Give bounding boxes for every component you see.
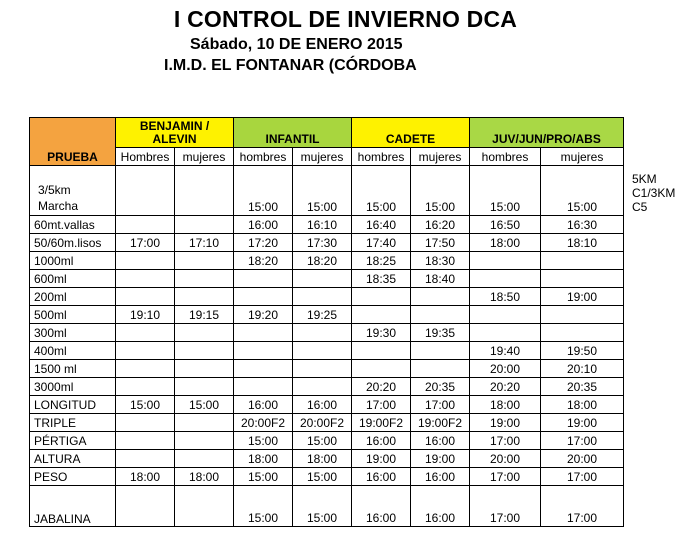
time-cell: 19:00 bbox=[541, 414, 624, 432]
event-name: ALTURA bbox=[30, 450, 116, 468]
event-name: TRIPLE bbox=[30, 414, 116, 432]
time-cell: 17:00 bbox=[352, 396, 411, 414]
time-cell bbox=[234, 270, 293, 288]
time-cell: 17:30 bbox=[293, 234, 352, 252]
group-cadete: CADETE bbox=[352, 118, 470, 148]
time-cell bbox=[116, 288, 175, 306]
time-cell bbox=[234, 342, 293, 360]
event-name: 300ml bbox=[30, 324, 116, 342]
time-cell: 15:00 bbox=[411, 166, 470, 216]
time-cell: 16:30 bbox=[541, 216, 624, 234]
time-cell: 15:00 bbox=[470, 166, 541, 216]
schedule-row bbox=[30, 252, 624, 270]
time-cell: 18:00 bbox=[175, 468, 234, 486]
time-cell: 19:15 bbox=[175, 306, 234, 324]
group-benjamin-alevin: BENJAMIN / ALEVIN bbox=[116, 118, 234, 148]
time-cell: 15:00 bbox=[234, 432, 293, 450]
event-name: JABALINA bbox=[30, 486, 116, 527]
event-name: 400ml bbox=[30, 342, 116, 360]
time-cell: 19:00F2 bbox=[352, 414, 411, 432]
group-juv-jun-pro-abs: JUV/JUN/PRO/ABS bbox=[470, 118, 624, 148]
time-cell bbox=[293, 360, 352, 378]
time-cell: 15:00 bbox=[175, 396, 234, 414]
time-cell: 20:35 bbox=[541, 378, 624, 396]
event-name-line: Marcha bbox=[38, 199, 79, 213]
schedule-row bbox=[30, 288, 624, 306]
time-cell: 19:50 bbox=[541, 342, 624, 360]
event-date: Sábado, 10 DE ENERO 2015 bbox=[190, 36, 403, 53]
time-cell bbox=[116, 450, 175, 468]
event-name: 500ml bbox=[30, 306, 116, 324]
prueba-header: PRUEBA bbox=[30, 118, 116, 166]
side-note-line: 5KM bbox=[632, 172, 657, 186]
time-cell: 16:00 bbox=[411, 486, 470, 527]
time-cell bbox=[470, 270, 541, 288]
side-note-line: C5 bbox=[632, 200, 648, 214]
time-cell: 17:00 bbox=[411, 396, 470, 414]
group-header-row bbox=[30, 118, 624, 148]
schedule-row bbox=[30, 468, 624, 486]
time-cell: 15:00 bbox=[293, 486, 352, 527]
time-cell bbox=[175, 432, 234, 450]
time-cell bbox=[352, 360, 411, 378]
time-cell bbox=[175, 486, 234, 527]
event-name: PÉRTIGA bbox=[30, 432, 116, 450]
time-cell: 18:20 bbox=[234, 252, 293, 270]
time-cell bbox=[116, 252, 175, 270]
time-cell: 15:00 bbox=[293, 432, 352, 450]
time-cell bbox=[175, 378, 234, 396]
time-cell: 19:00 bbox=[411, 450, 470, 468]
time-cell: 20:20 bbox=[352, 378, 411, 396]
subheader-cell: hombres bbox=[470, 148, 541, 166]
time-cell: 16:00 bbox=[352, 468, 411, 486]
time-cell: 15:00 bbox=[234, 486, 293, 527]
subheader-cell: mujeres bbox=[293, 148, 352, 166]
time-cell: 20:00F2 bbox=[234, 414, 293, 432]
time-cell: 18:00 bbox=[293, 450, 352, 468]
time-cell: 17:00 bbox=[541, 486, 624, 527]
subheader-cell: Hombres bbox=[116, 148, 175, 166]
time-cell: 15:00 bbox=[352, 166, 411, 216]
time-cell: 15:00 bbox=[541, 166, 624, 216]
time-cell bbox=[411, 342, 470, 360]
time-cell: 19:00F2 bbox=[411, 414, 470, 432]
time-cell bbox=[175, 252, 234, 270]
schedule-row bbox=[30, 234, 624, 252]
time-cell bbox=[175, 414, 234, 432]
time-cell bbox=[175, 342, 234, 360]
schedule-row bbox=[30, 342, 624, 360]
time-cell: 20:00F2 bbox=[293, 414, 352, 432]
time-cell: 17:00 bbox=[470, 486, 541, 527]
time-cell: 16:00 bbox=[352, 486, 411, 527]
time-cell bbox=[116, 342, 175, 360]
event-name: PESO bbox=[30, 468, 116, 486]
time-cell: 18:50 bbox=[470, 288, 541, 306]
time-cell bbox=[470, 324, 541, 342]
time-cell bbox=[234, 378, 293, 396]
time-cell bbox=[411, 288, 470, 306]
time-cell: 18:20 bbox=[293, 252, 352, 270]
event-name: 1500 ml bbox=[30, 360, 116, 378]
time-cell bbox=[175, 270, 234, 288]
time-cell: 19:00 bbox=[470, 414, 541, 432]
subheader-cell: hombres bbox=[234, 148, 293, 166]
event-name bbox=[30, 166, 116, 216]
side-note bbox=[632, 172, 675, 214]
time-cell: 19:00 bbox=[352, 450, 411, 468]
time-cell: 19:30 bbox=[352, 324, 411, 342]
time-cell: 17:20 bbox=[234, 234, 293, 252]
time-cell bbox=[234, 324, 293, 342]
time-cell: 16:50 bbox=[470, 216, 541, 234]
time-cell: 15:00 bbox=[234, 468, 293, 486]
schedule-row bbox=[30, 360, 624, 378]
subheader-cell: hombres bbox=[352, 148, 411, 166]
time-cell: 19:00 bbox=[541, 288, 624, 306]
time-cell bbox=[234, 360, 293, 378]
time-cell bbox=[175, 216, 234, 234]
schedule-row bbox=[30, 216, 624, 234]
time-cell: 20:00 bbox=[470, 450, 541, 468]
time-cell: 16:00 bbox=[411, 432, 470, 450]
time-cell: 15:00 bbox=[116, 396, 175, 414]
schedule-row bbox=[30, 166, 624, 216]
schedule-row bbox=[30, 270, 624, 288]
time-cell: 18:35 bbox=[352, 270, 411, 288]
time-cell bbox=[293, 270, 352, 288]
subheader-cell: mujeres bbox=[411, 148, 470, 166]
time-cell: 19:25 bbox=[293, 306, 352, 324]
time-cell bbox=[470, 252, 541, 270]
time-cell: 17:00 bbox=[541, 468, 624, 486]
time-cell: 16:00 bbox=[352, 432, 411, 450]
time-cell: 16:40 bbox=[352, 216, 411, 234]
time-cell bbox=[116, 216, 175, 234]
time-cell: 18:40 bbox=[411, 270, 470, 288]
time-cell: 19:40 bbox=[470, 342, 541, 360]
time-cell bbox=[352, 306, 411, 324]
schedule-table bbox=[29, 117, 624, 527]
time-cell: 15:00 bbox=[234, 166, 293, 216]
time-cell: 18:00 bbox=[541, 396, 624, 414]
time-cell: 18:00 bbox=[470, 234, 541, 252]
time-cell: 17:00 bbox=[470, 468, 541, 486]
event-name: 1000ml bbox=[30, 252, 116, 270]
schedule-row bbox=[30, 396, 624, 414]
schedule-row bbox=[30, 486, 624, 527]
time-cell bbox=[541, 252, 624, 270]
time-cell bbox=[175, 166, 234, 216]
time-cell bbox=[175, 324, 234, 342]
time-cell bbox=[175, 360, 234, 378]
time-cell bbox=[116, 378, 175, 396]
event-name-line: 3/5km bbox=[38, 183, 71, 197]
event-name: 200ml bbox=[30, 288, 116, 306]
time-cell bbox=[293, 324, 352, 342]
subheader-cell: mujeres bbox=[175, 148, 234, 166]
schedule-row bbox=[30, 414, 624, 432]
time-cell: 20:35 bbox=[411, 378, 470, 396]
time-cell: 18:00 bbox=[116, 468, 175, 486]
time-cell: 18:00 bbox=[234, 450, 293, 468]
time-cell: 18:25 bbox=[352, 252, 411, 270]
time-cell bbox=[234, 288, 293, 306]
group-infantil: INFANTIL bbox=[234, 118, 352, 148]
subheader-cell: mujeres bbox=[541, 148, 624, 166]
time-cell: 19:35 bbox=[411, 324, 470, 342]
time-cell: 18:30 bbox=[411, 252, 470, 270]
schedule-row bbox=[30, 378, 624, 396]
time-cell: 17:10 bbox=[175, 234, 234, 252]
time-cell: 15:00 bbox=[293, 468, 352, 486]
time-cell bbox=[541, 306, 624, 324]
time-cell: 16:00 bbox=[293, 396, 352, 414]
time-cell bbox=[116, 432, 175, 450]
time-cell bbox=[293, 342, 352, 360]
time-cell: 20:10 bbox=[541, 360, 624, 378]
time-cell: 17:00 bbox=[470, 432, 541, 450]
time-cell: 16:00 bbox=[411, 468, 470, 486]
time-cell bbox=[352, 288, 411, 306]
schedule-row bbox=[30, 324, 624, 342]
time-cell bbox=[541, 324, 624, 342]
time-cell bbox=[352, 342, 411, 360]
time-cell: 16:00 bbox=[234, 396, 293, 414]
time-cell: 17:00 bbox=[541, 432, 624, 450]
time-cell: 17:50 bbox=[411, 234, 470, 252]
event-venue: I.M.D. EL FONTANAR (CÓRDOBA bbox=[164, 57, 417, 74]
event-name: 600ml bbox=[30, 270, 116, 288]
time-cell bbox=[293, 288, 352, 306]
time-cell bbox=[175, 450, 234, 468]
time-cell bbox=[116, 414, 175, 432]
time-cell: 19:20 bbox=[234, 306, 293, 324]
time-cell: 16:00 bbox=[234, 216, 293, 234]
time-cell: 15:00 bbox=[293, 166, 352, 216]
time-cell bbox=[175, 288, 234, 306]
side-note-line: C1/3KM bbox=[632, 186, 676, 200]
time-cell bbox=[293, 378, 352, 396]
subheader-row bbox=[30, 148, 624, 166]
page-title: I CONTROL DE INVIERNO DCA bbox=[173, 6, 518, 32]
event-name: 60mt.vallas bbox=[30, 216, 116, 234]
time-cell: 16:20 bbox=[411, 216, 470, 234]
time-cell: 20:20 bbox=[470, 378, 541, 396]
event-name: LONGITUD bbox=[30, 396, 116, 414]
time-cell bbox=[116, 166, 175, 216]
time-cell bbox=[470, 306, 541, 324]
time-cell bbox=[116, 324, 175, 342]
time-cell: 20:00 bbox=[470, 360, 541, 378]
time-cell: 17:40 bbox=[352, 234, 411, 252]
time-cell: 18:10 bbox=[541, 234, 624, 252]
time-cell: 19:10 bbox=[116, 306, 175, 324]
event-name: 3000ml bbox=[30, 378, 116, 396]
time-cell bbox=[541, 270, 624, 288]
schedule-row bbox=[30, 432, 624, 450]
time-cell: 20:00 bbox=[541, 450, 624, 468]
time-cell bbox=[116, 270, 175, 288]
time-cell bbox=[116, 360, 175, 378]
event-name: 50/60m.lisos bbox=[30, 234, 116, 252]
schedule-row bbox=[30, 450, 624, 468]
schedule-row bbox=[30, 306, 624, 324]
time-cell bbox=[116, 486, 175, 527]
time-cell bbox=[411, 306, 470, 324]
time-cell: 18:00 bbox=[470, 396, 541, 414]
time-cell bbox=[411, 360, 470, 378]
time-cell: 17:00 bbox=[116, 234, 175, 252]
time-cell: 16:10 bbox=[293, 216, 352, 234]
